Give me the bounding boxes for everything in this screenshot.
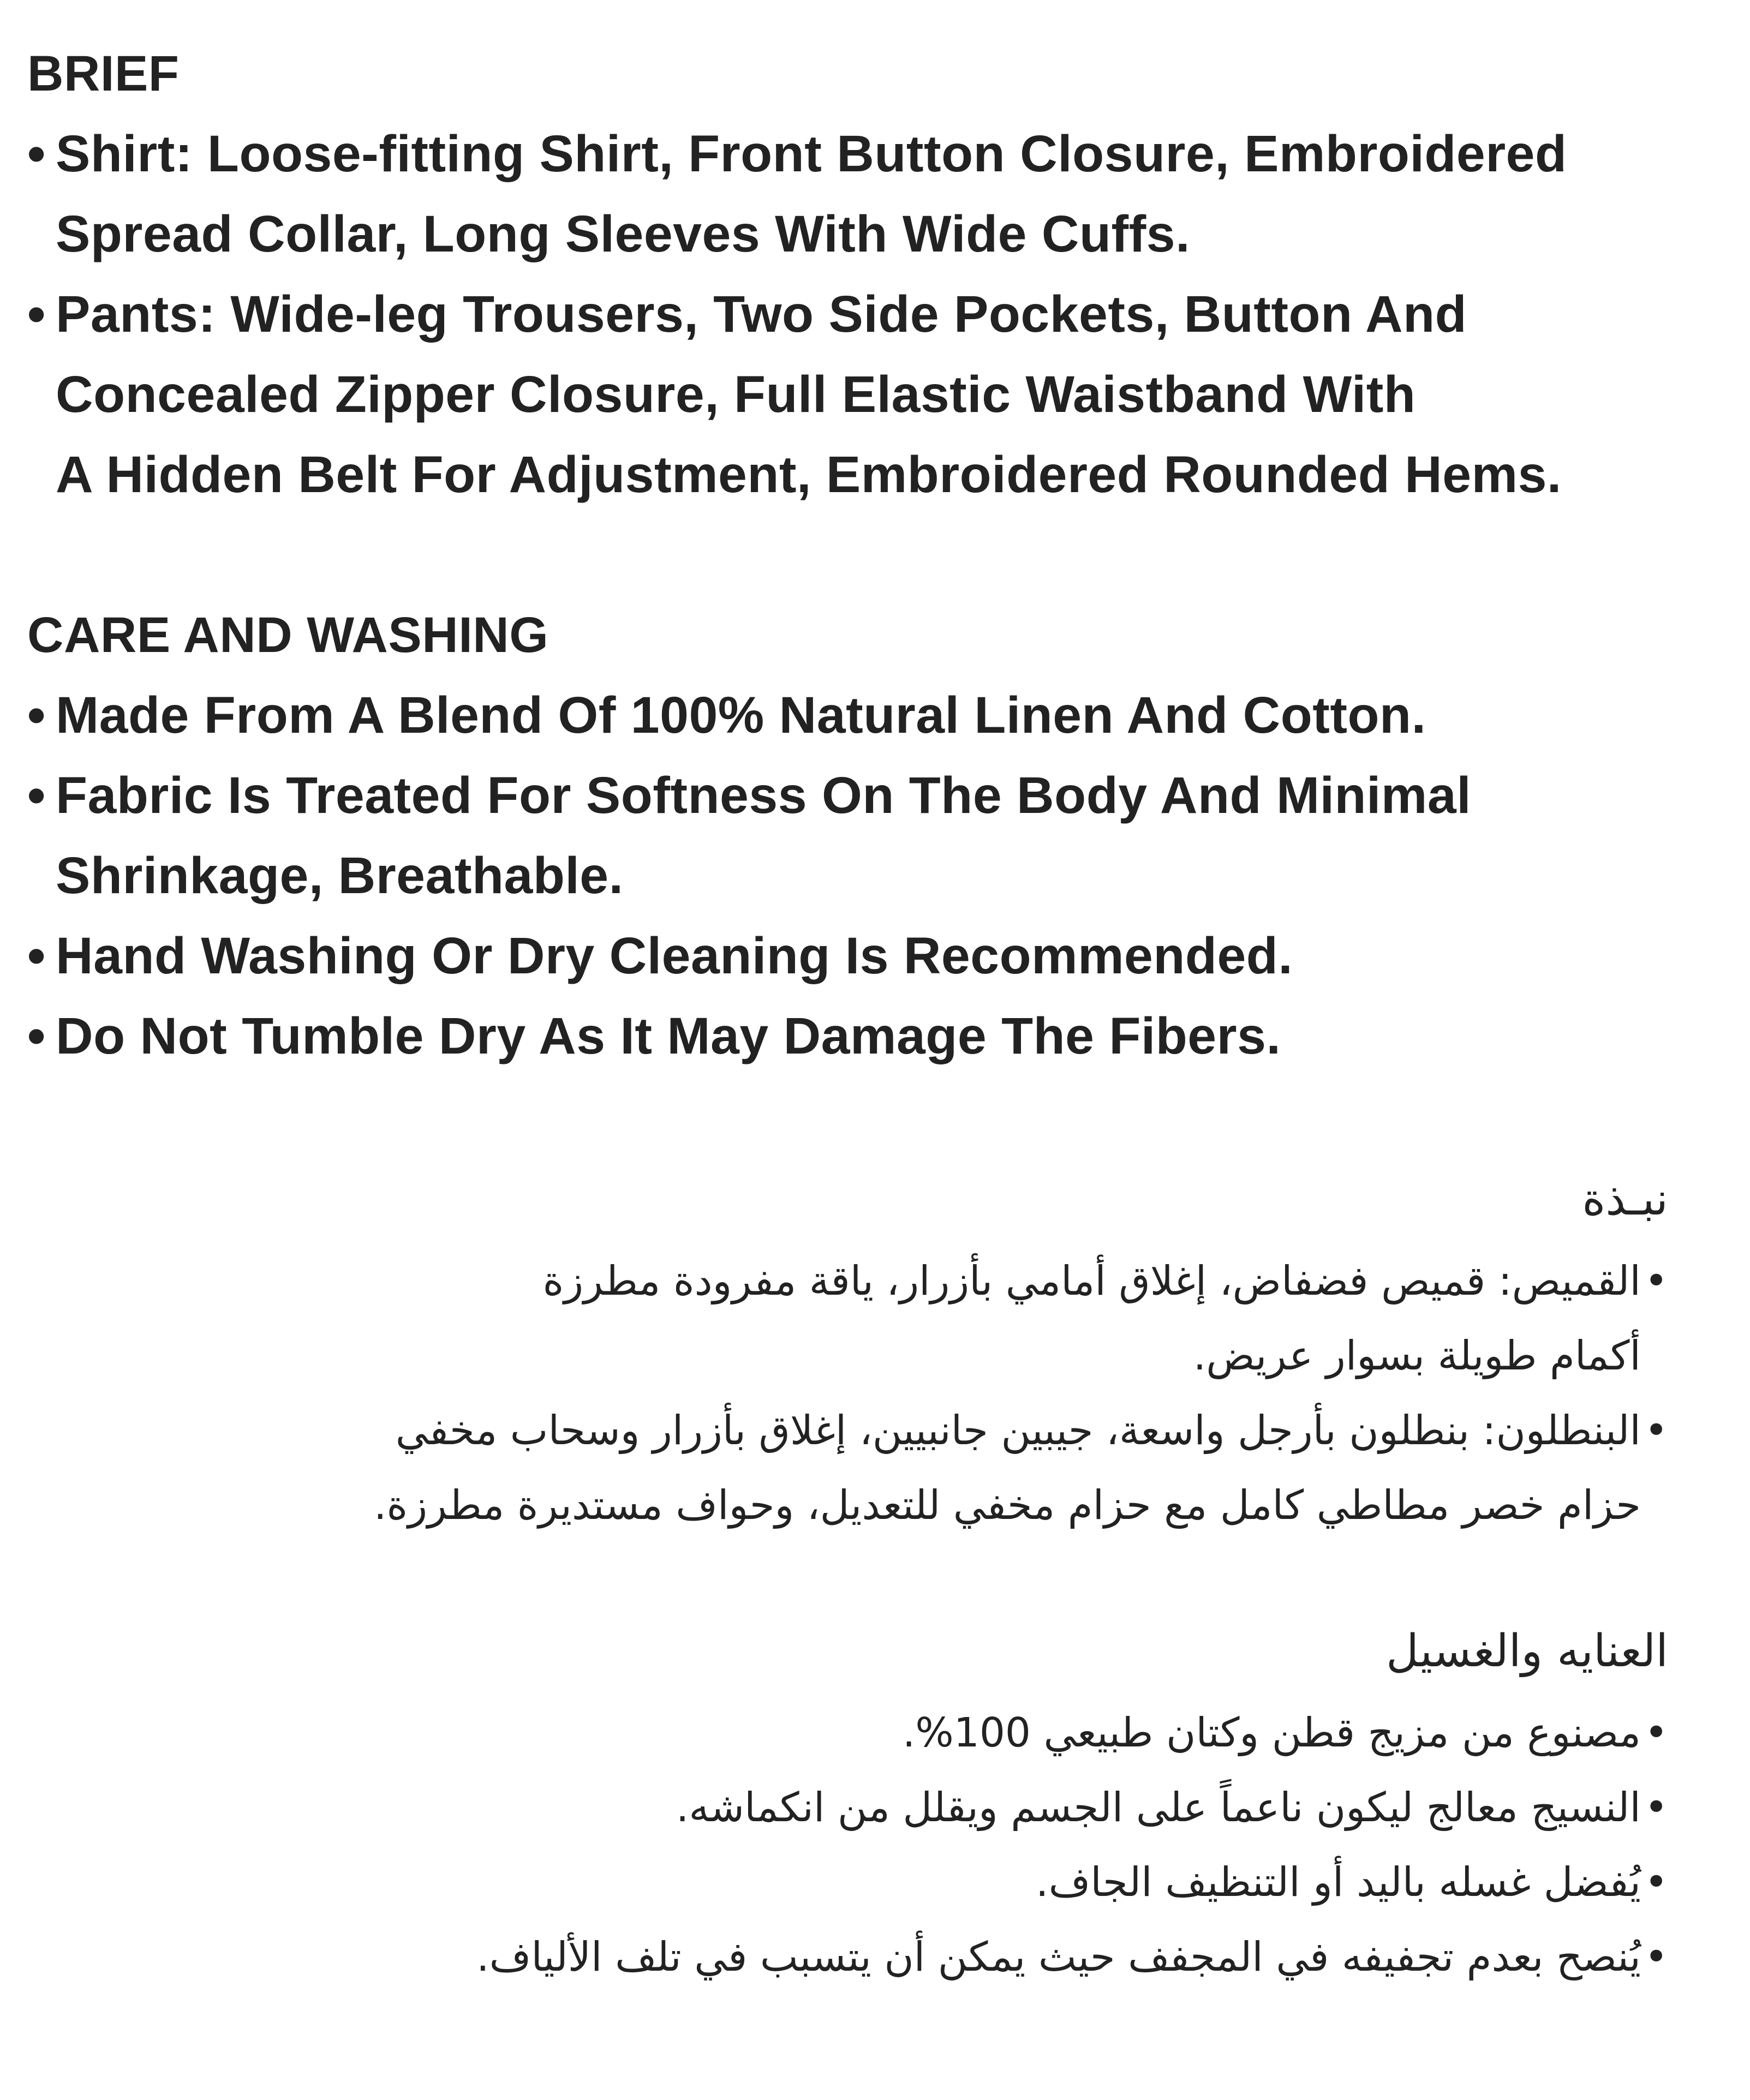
bullet-icon: • xyxy=(27,686,46,744)
text-line: Made From A Blend Of 100% Natural Linen And Cotton. xyxy=(56,686,1426,744)
bullet-icon: • xyxy=(27,125,46,183)
list-item-material xyxy=(27,675,1735,756)
list-item-shirt xyxy=(27,114,1735,274)
list-item-fabric-treatment xyxy=(27,756,1735,916)
arabic-list-item-washing xyxy=(26,1845,1668,1920)
brief-list xyxy=(27,114,1735,515)
section-spacer xyxy=(27,515,1735,595)
text-line: مصنوع من مزيج قطن وكتان طبيعي 100%. xyxy=(902,1709,1641,1756)
bullet-icon: • xyxy=(27,1007,46,1065)
text-line: Do Not Tumble Dry As It May Damage The Fibers. xyxy=(56,1007,1281,1065)
list-item-drying xyxy=(27,996,1735,1076)
arabic-care-heading: العنايه والغسيل xyxy=(1386,1625,1668,1677)
bullet-icon: • xyxy=(1644,1859,1668,1906)
arabic-brief-list xyxy=(26,1244,1668,1543)
bullet-icon: • xyxy=(27,285,46,343)
text-line: يُنصح بعدم تجفيفه في المجفف حيث يمكن أن يتسبب في تلف الألياف. xyxy=(476,1934,1641,1981)
text-line: Shrinkage, Breathable. xyxy=(56,847,624,905)
text-line: القميص: قميص فضفاض، إغلاق أمامي بأزرار، ياقة مفرودة مطرزة xyxy=(542,1258,1641,1305)
text-line: Concealed Zipper Closure, Full Elastic Waistband With xyxy=(56,366,1416,423)
arabic-list-item-fabric-treatment xyxy=(26,1770,1668,1845)
list-item-washing xyxy=(27,916,1735,996)
bullet-icon: • xyxy=(27,927,46,985)
bullet-icon: • xyxy=(27,767,46,824)
care-list xyxy=(27,675,1735,1076)
bullet-icon: • xyxy=(1644,1934,1668,1981)
list-item-pants xyxy=(27,274,1735,515)
text-line: أكمام طويلة بسوار عريض. xyxy=(1193,1332,1641,1379)
brief-heading: BRIEF xyxy=(27,46,180,101)
text-line: Fabric Is Treated For Softness On The Body And Minimal xyxy=(56,767,1472,824)
text-line: A Hidden Belt For Adjustment, Embroidered Rounded Hems. xyxy=(56,446,1562,504)
text-line: Pants: Wide-leg Trousers, Two Side Pockets, Button And xyxy=(56,285,1467,343)
arabic-list-item-shirt xyxy=(26,1244,1668,1393)
text-line: حزام خصر مطاطي كامل مع حزام مخفي للتعديل، وحواف مستديرة مطرزة. xyxy=(374,1482,1641,1529)
bullet-icon: • xyxy=(1644,1784,1668,1831)
text-line: Spread Collar, Long Sleeves With Wide Cuffs. xyxy=(56,205,1190,263)
arabic-brief-heading: نبـذة xyxy=(1582,1174,1668,1225)
bullet-icon: • xyxy=(1644,1407,1668,1454)
care-heading: CARE AND WASHING xyxy=(27,607,549,663)
arabic-list-item-drying xyxy=(26,1920,1668,1995)
text-line: Shirt: Loose-fitting Shirt, Front Button Closure, Embroidered xyxy=(56,125,1567,183)
arabic-description xyxy=(26,1162,1668,1995)
arabic-care-list xyxy=(26,1696,1668,1995)
text-line: البنطلون: بنطلون بأرجل واسعة، جيبين جانبيين، إغلاق بأزرار وسحاب مخفي xyxy=(395,1407,1641,1454)
bullet-icon: • xyxy=(1644,1709,1668,1756)
arabic-list-item-material xyxy=(26,1696,1668,1770)
english-description xyxy=(27,34,1735,1076)
text-line: النسيج معالج ليكون ناعماً على الجسم ويقلل من انكماشه. xyxy=(676,1784,1641,1831)
section-spacer xyxy=(26,1543,1668,1614)
arabic-list-item-pants xyxy=(26,1393,1668,1543)
text-line: Hand Washing Or Dry Cleaning Is Recommended. xyxy=(56,927,1293,985)
bullet-icon: • xyxy=(1644,1258,1668,1305)
text-line: يُفضل غسله باليد أو التنظيف الجاف. xyxy=(1036,1859,1641,1906)
